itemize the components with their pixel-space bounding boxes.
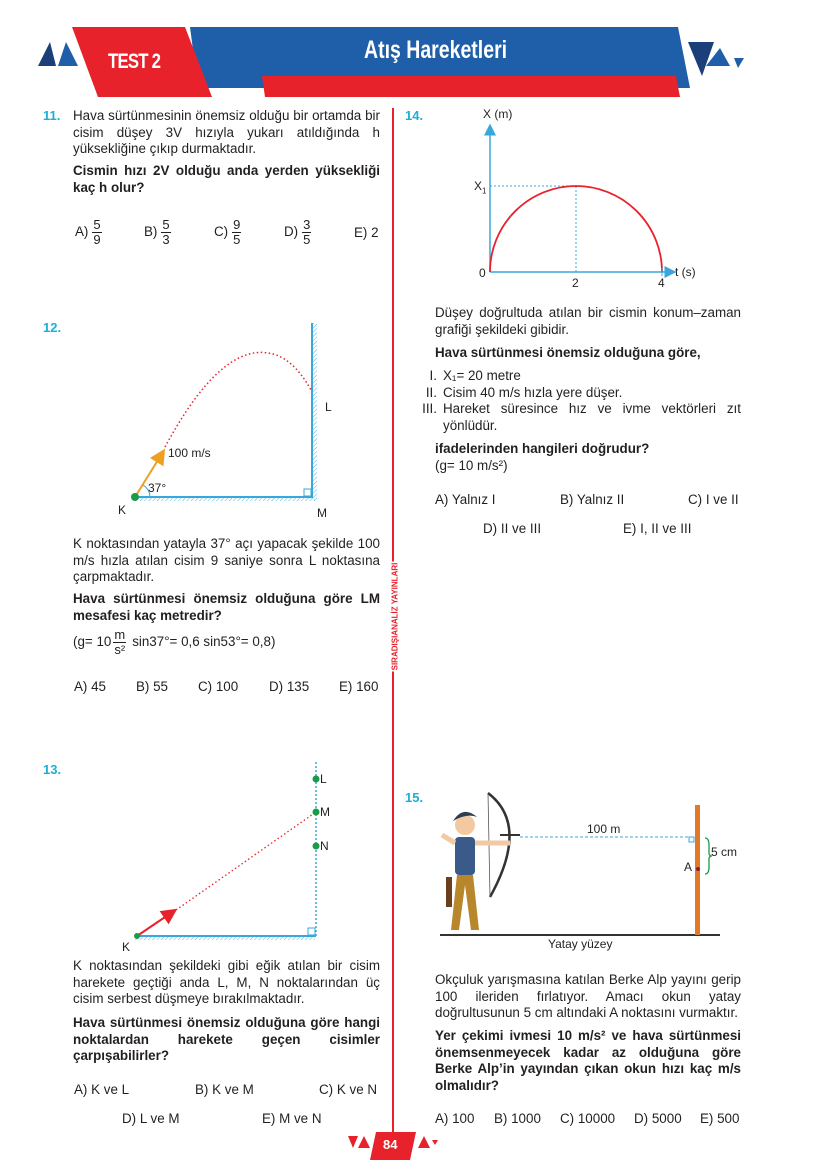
distance-label: 100 m	[587, 822, 621, 836]
question-text: K noktasından yatayla 37° açı yapacak şekilde 100 m/s hızla atılan cisim 9 saniye sonra L noktasına çarpmaktadır.	[73, 536, 380, 585]
x-tick-0: 0	[479, 266, 486, 280]
y-tick-x1: $X_1$	[474, 179, 487, 196]
question-text: Düşey doğrultuda atılan bir cismin konum–zaman grafiği şekildeki gibidir.	[435, 305, 741, 337]
question-number: 11.	[43, 108, 61, 123]
page-title: Atış Hareketleri	[364, 36, 508, 64]
question-text: Okçuluk yarışmasına katılan Berke Alp yayını gerip 100 ileriden fırlatıyor. Amacı okun yatay doğrultusunun 5 cm altındaki A noktasını vurmaktır.	[435, 972, 741, 1021]
option-b[interactable]: B) $\frac{5}{3}$	[144, 217, 170, 247]
question-number: 12.	[43, 320, 62, 335]
option-d[interactable]: D) II ve III	[483, 521, 542, 536]
position-time-graph	[400, 100, 750, 290]
option-a[interactable]: A) Yalnız I	[435, 492, 496, 507]
option-a[interactable]: A) $\frac{5}{9}$	[75, 217, 101, 247]
option-a[interactable]: A) K ve L	[74, 1082, 130, 1097]
y-axis-label: X (m)	[483, 107, 513, 121]
option-a[interactable]: A) 100	[435, 1111, 475, 1126]
x-axis-label: t (s)	[675, 265, 696, 279]
label-m: M	[320, 805, 330, 819]
option-b[interactable]: B) Yalnız II	[560, 492, 625, 507]
x-tick-2: 2	[572, 276, 579, 290]
offset-label: 5 cm	[711, 845, 738, 859]
question-number: 15.	[405, 790, 424, 805]
option-c[interactable]: C) I ve II	[688, 492, 739, 507]
option-b[interactable]: B) 1000	[494, 1111, 541, 1126]
test-label: TEST 2	[108, 50, 161, 73]
option-d[interactable]: D) 5000	[634, 1111, 682, 1126]
x-tick-4: 4	[658, 276, 665, 290]
publisher-vertical-text: SIRADIŞIANALİZ YAYINLARI	[390, 562, 400, 671]
archery-figure	[420, 785, 750, 940]
question-text: Hava sürtünmesinin önemsiz olduğu bir ortamda bir cisim düşey 3V hızıyla yukarı atıldığında h yüksekliğine çıkıp durmaktadır.	[73, 108, 380, 157]
question-prompt: Hava sürtünmesi önemsiz olduğuna göre LM mesafesi kaç metredir?	[73, 591, 380, 623]
label-k: K	[118, 503, 127, 517]
option-d[interactable]: D) 135	[269, 679, 310, 694]
free-fall-figure	[0, 740, 392, 955]
label-l: L	[325, 400, 332, 414]
question-prompt: Hava sürtünmesi önemsiz olduğuna göre hangi noktalardan harekete geçen cisimler çarpışabilirler?	[73, 1015, 380, 1064]
ground-label: Yatay yüzey	[548, 937, 613, 951]
label-speed: 100 m/s	[168, 446, 211, 460]
archer-icon	[442, 793, 520, 930]
option-c[interactable]: C) $\frac{9}{5}$	[214, 217, 241, 247]
option-a[interactable]: A) 45	[74, 679, 107, 694]
question-prompt: Cismin hızı 2V olduğu anda yerden yüksekliği kaç h olur?	[73, 163, 380, 195]
label-l: L	[320, 772, 327, 786]
label-angle: 37°	[148, 481, 167, 495]
label-m: M	[317, 506, 327, 520]
label-k: K	[122, 940, 131, 954]
option-e[interactable]: E) M ve N	[262, 1111, 322, 1126]
option-c[interactable]: C) K ve N	[319, 1082, 378, 1097]
question-prompt-2: ifadelerinden hangileri doğrudur?	[435, 441, 650, 456]
page-number: 84	[383, 1137, 398, 1152]
statements-list: I. X₁= 20 metre II. Cisim 40 m/s hızla yere düşer. III. Hareket süresince hız ve ivme vektörleri zıt yönlüdür.	[422, 368, 741, 433]
label-n: N	[320, 839, 329, 853]
option-d[interactable]: D) L ve M	[122, 1111, 180, 1126]
label-a: A	[684, 860, 693, 874]
question-prompt: Yer çekimi ivmesi 10 m/s² ve hava sürtünmesi önemsenmeyecek kadar az olduğuna göre Berke Alp’in yayından çıkan okun hızı kaç m/s olmalıdır?	[435, 1028, 741, 1093]
option-e[interactable]: E) I, II ve III	[623, 521, 692, 536]
given-values: (g= 10 m/s²)	[435, 458, 508, 473]
option-c[interactable]: C) 10000	[560, 1111, 616, 1126]
option-e[interactable]: E) 160	[339, 679, 379, 694]
question-number: 14.	[405, 108, 424, 123]
option-c[interactable]: C) 100	[198, 679, 239, 694]
option-e[interactable]: E) 2	[354, 225, 379, 240]
option-e[interactable]: E) 500	[700, 1111, 740, 1126]
option-b[interactable]: B) 55	[136, 679, 169, 694]
option-b[interactable]: B) K ve M	[195, 1082, 254, 1097]
given-values: (g= 10 $\frac{m}{\text{s²}}$ sin37°= 0,6 sin53°= 0,8)	[73, 627, 276, 657]
option-d[interactable]: D) $\frac{3}{5}$	[284, 217, 311, 247]
question-number: 13.	[43, 762, 62, 777]
question-prompt: Hava sürtünmesi önemsiz olduğuna göre,	[435, 345, 701, 360]
question-text: K noktasından şekildeki gibi eğik atılan bir cisim harekete geçtiği anda L, M, N noktalarından üç cisim serbest düşmeye bırakılmaktadır.	[73, 958, 380, 1007]
